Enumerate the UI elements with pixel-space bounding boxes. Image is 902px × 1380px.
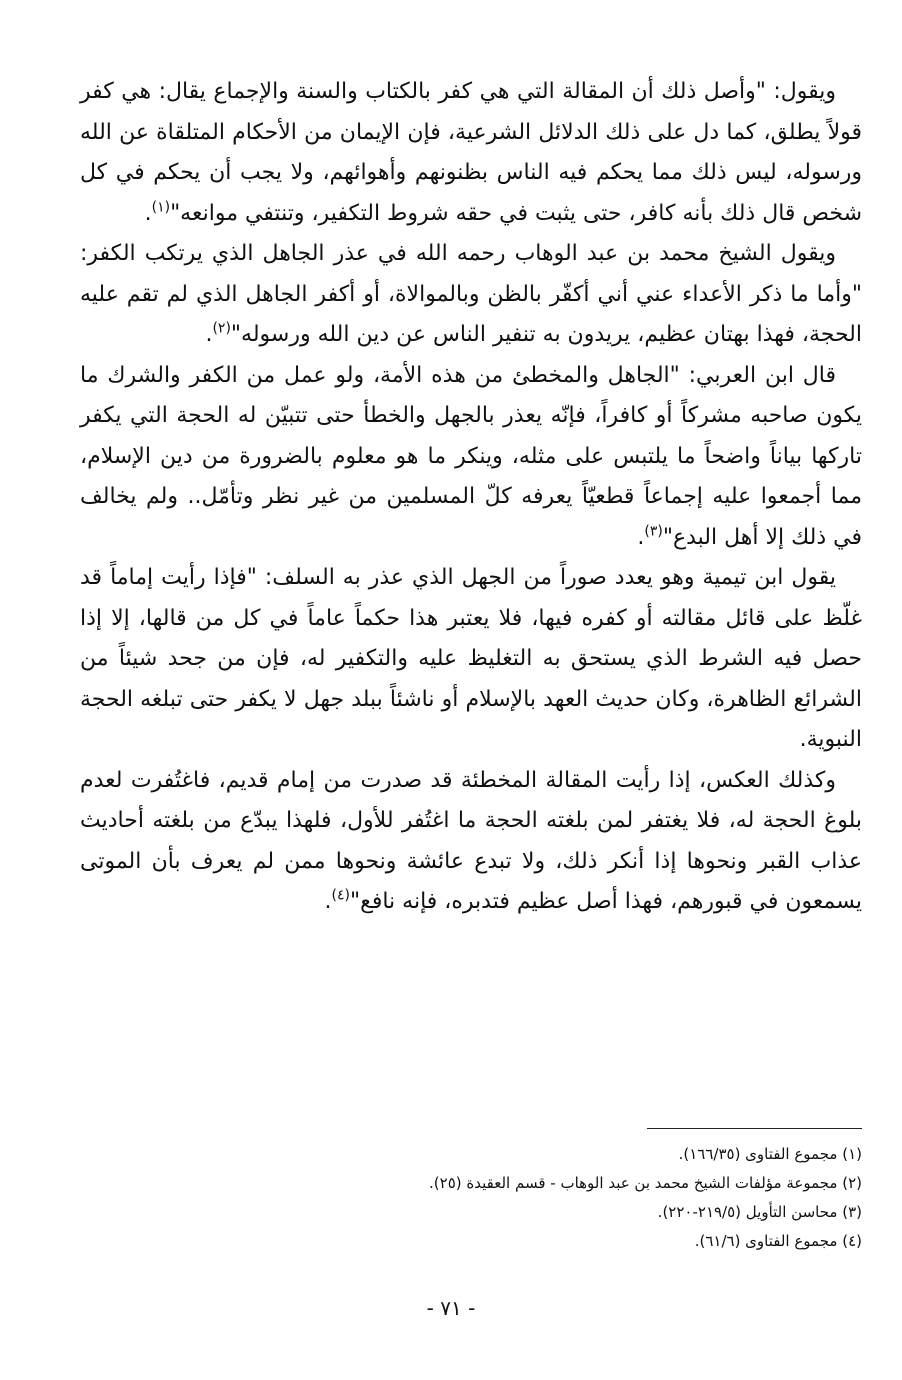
- paragraph-text: ويقول: "وأصل ذلك أن المقالة التي هي كفر بالكتاب والسنة والإجماع يقال: هي كفر قولاً يطلق، كما دل على ذلك الدلائل الشرعية، فإن الإيمان من الأحكام المتلقاة عن الله ورسوله، ليس ذلك مما يحكم فيه الناس بظنونهم وأهوائهم، ولا يجب أن يحكم في كل شخص قال ذلك بأنه كافر، حتى يثبت في حقه شروط التكفير، وتنتفي موانعه": [80, 79, 862, 226]
- footnote-1: (١) مجموع الفتاوى (١٦٦/٣٥).: [678, 1145, 862, 1163]
- paragraph-text: وكذلك العكس، إذا رأيت المقالة المخطئة قد صدرت من إمام قديم، فاغتُفرت لعدم بلوغ الحجة له، فلا يغتفر لمن بلغته الحجة ما اغتُفر للأول، فلهذا يبدّع من بلغته أحاديث عذاب القبر ونحوها إذا أنكر ذلك، ولا تبدع عائشة ونحوها ممن لم يعرف بأن الموتى يسمعون في قبورهم، فهذا أصل عظيم فتدبره، فإنه نافع": [80, 767, 862, 914]
- footnote-2: (٢) مجموعة مؤلفات الشيخ محمد بن عبد الوهاب - قسم العقيدة (٢٥).: [429, 1174, 862, 1192]
- paragraph-2: [80, 234, 862, 356]
- paragraph-5: [80, 761, 862, 923]
- paragraph-3: [80, 356, 862, 559]
- page-number: - ٧١ -: [426, 1296, 476, 1320]
- footnote-ref-2[interactable]: (٢): [212, 320, 231, 337]
- footnote-separator: [647, 1128, 862, 1129]
- paragraph-end: .: [324, 889, 332, 914]
- paragraph-text: قال ابن العربي: "الجاهل والمخطئ من هذه الأمة، ولو عمل من الكفر والشرك ما يكون صاحبه مشركاً أو كافراً، فإنّه يعذر بالجهل والخطأ حتى تتبيّن له الحجة التي يكفر تاركها بياناً واضحاً ما يلتبس على مثله، وينكر ما هو معلوم بالضرورة من دين الإسلام، مما أجمعوا عليه إجماعاً قطعيّاً يعرفه كلّ المسلمين من غير نظر وتأمّل.. ولم يخالف في ذلك إلا أهل البدع": [80, 362, 862, 550]
- footnote-ref-4[interactable]: (٤): [331, 887, 350, 904]
- paragraph-end: .: [637, 524, 645, 550]
- footnote-3: (٣) محاسن التأويل (٢١٩/٥-٢٢٠).: [657, 1203, 862, 1221]
- footnote-4: (٤) مجموع الفتاوى (٦١/٦).: [694, 1232, 862, 1250]
- paragraph-text: يقول ابن تيمية وهو يعدد صوراً من الجهل الذي عذر به السلف: "فإذا رأيت إماماً قد غلّظ على قائل مقالته أو كفره فيها، فلا يعتبر هذا حكماً عاماً في كل من قالها، إلا إذا حصل فيه الشرط الذي يستحق به التغليظ عليه والتكفير له، فإن من جحد شيئاً من الشرائع الظاهرة، وكان حديث العهد بالإسلام أو ناشئاً ببلد جهل لا يكفر حتى تبلغه الحجة النبوية.: [80, 565, 862, 752]
- footnotes: [80, 1140, 862, 1256]
- paragraph-text: ويقول الشيخ محمد بن عبد الوهاب رحمه الله في عذر الجاهل الذي يرتكب الكفر: "وأما ما ذكر الأعداء عني أني أكفّر بالظن وبالموالاة، أو أكفر الجاهل الذي لم تقم عليه الحجة، فهذا بهتان عظيم، يريدون به تنفير الناس عن دين الله ورسوله": [80, 241, 862, 347]
- paragraph-end: .: [144, 200, 152, 226]
- footnote-ref-3[interactable]: (٣): [644, 523, 663, 540]
- paragraph-1: [80, 72, 862, 234]
- body-text: [80, 72, 862, 923]
- footnote-ref-1[interactable]: (١): [151, 199, 171, 216]
- paragraph-4: [80, 558, 862, 761]
- paragraph-end: .: [205, 322, 213, 347]
